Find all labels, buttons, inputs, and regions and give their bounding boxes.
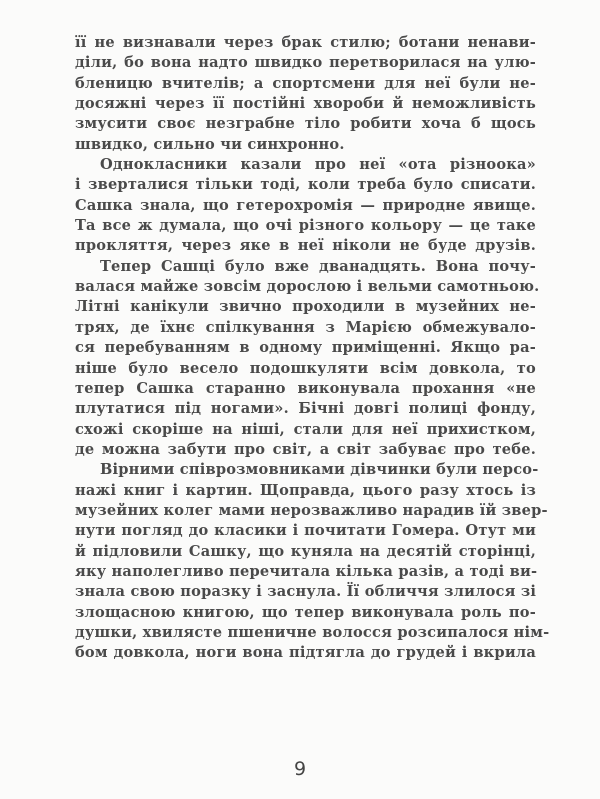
text-line: і зверталися тільки тоді, коли треба було списати. [75, 176, 536, 194]
text-line: її не визнавали через брак стилю; ботани ненави- [75, 34, 536, 51]
text-line: ся перебуванням в одному приміщенні. Якщо ра- [75, 339, 536, 357]
text-line: душки, хвилясте пшеничне волосся розсипалося нім- [75, 623, 550, 641]
text-line: бленицю вчителів; а спортсмени для неї були не- [75, 74, 536, 92]
text-line: діли, бо вона надто швидко перетворилася на улю- [75, 54, 536, 72]
text-line: Літні канікули звично проходили в музейних не- [75, 298, 536, 316]
text-line: трях, де їхнє спілкування з Марією обмежувало- [75, 318, 536, 336]
text-line: бом довкола, ноги вона підтягла до грудей і вкрила [75, 644, 536, 662]
text-line: досяжні через її постійні хвороби й неможливість [75, 95, 536, 113]
text-line: яку наполегливо перечитала кілька разів, а тоді ви- [75, 562, 538, 580]
text-line: знала свою поразку і заснула. Її обличчя злилося зі [75, 583, 537, 601]
text-line: й підловили Сашку, що куняла на десятій сторінці, [75, 542, 536, 560]
text-line: нути погляд до класики і почитати Гомера. Отут ми [75, 522, 536, 540]
paragraph-first-line: Тепер Сашці було вже дванадцять. Вона почу- [100, 257, 536, 275]
text-line: швидко, сильно чи синхронно. [75, 135, 345, 153]
text-line: злощасною книгою, що тепер виконувала роль по- [75, 603, 536, 621]
text-line: змусити своє незграбне тіло робити хоча б щось [75, 115, 536, 133]
text-line: нажі книг і картин. Щоправда, цього разу хтось із [75, 481, 536, 499]
text-line: тепер Сашка старанно виконувала прохання «не [75, 379, 536, 397]
paragraph-first-line: Вірними співрозмовниками дівчинки були персо- [100, 461, 539, 479]
text-line: ніше було весело подошкуляти всім довкола, то [75, 359, 536, 377]
text-line: прокляття, через яке в неї ніколи не буде друзів. [75, 237, 536, 255]
text-line: Сашка знала, що гетерохромія — природне явище. [75, 196, 536, 214]
text-line: плутатися під ногами». Бічні довгі полиці фонду, [75, 400, 536, 418]
text-line: Та все ж думала, що очі різного кольору — це таке [75, 217, 536, 235]
text-line: музейних колег мами нерозважливо нарадив їй звер- [75, 501, 548, 519]
text-line: валася майже зовсім дорослою і вельми самотньою. [75, 278, 540, 296]
text-line: де можна забути про світ, а світ забуває про тебе. [75, 440, 536, 458]
page-number: 9 [293, 758, 307, 780]
page-body-text [75, 33, 550, 664]
paragraph-first-line: Однокласники казали про неї «ота різноока» [100, 156, 536, 174]
text-line: схожі скоріше на ніші, стали для неї прихистком, [75, 420, 536, 438]
